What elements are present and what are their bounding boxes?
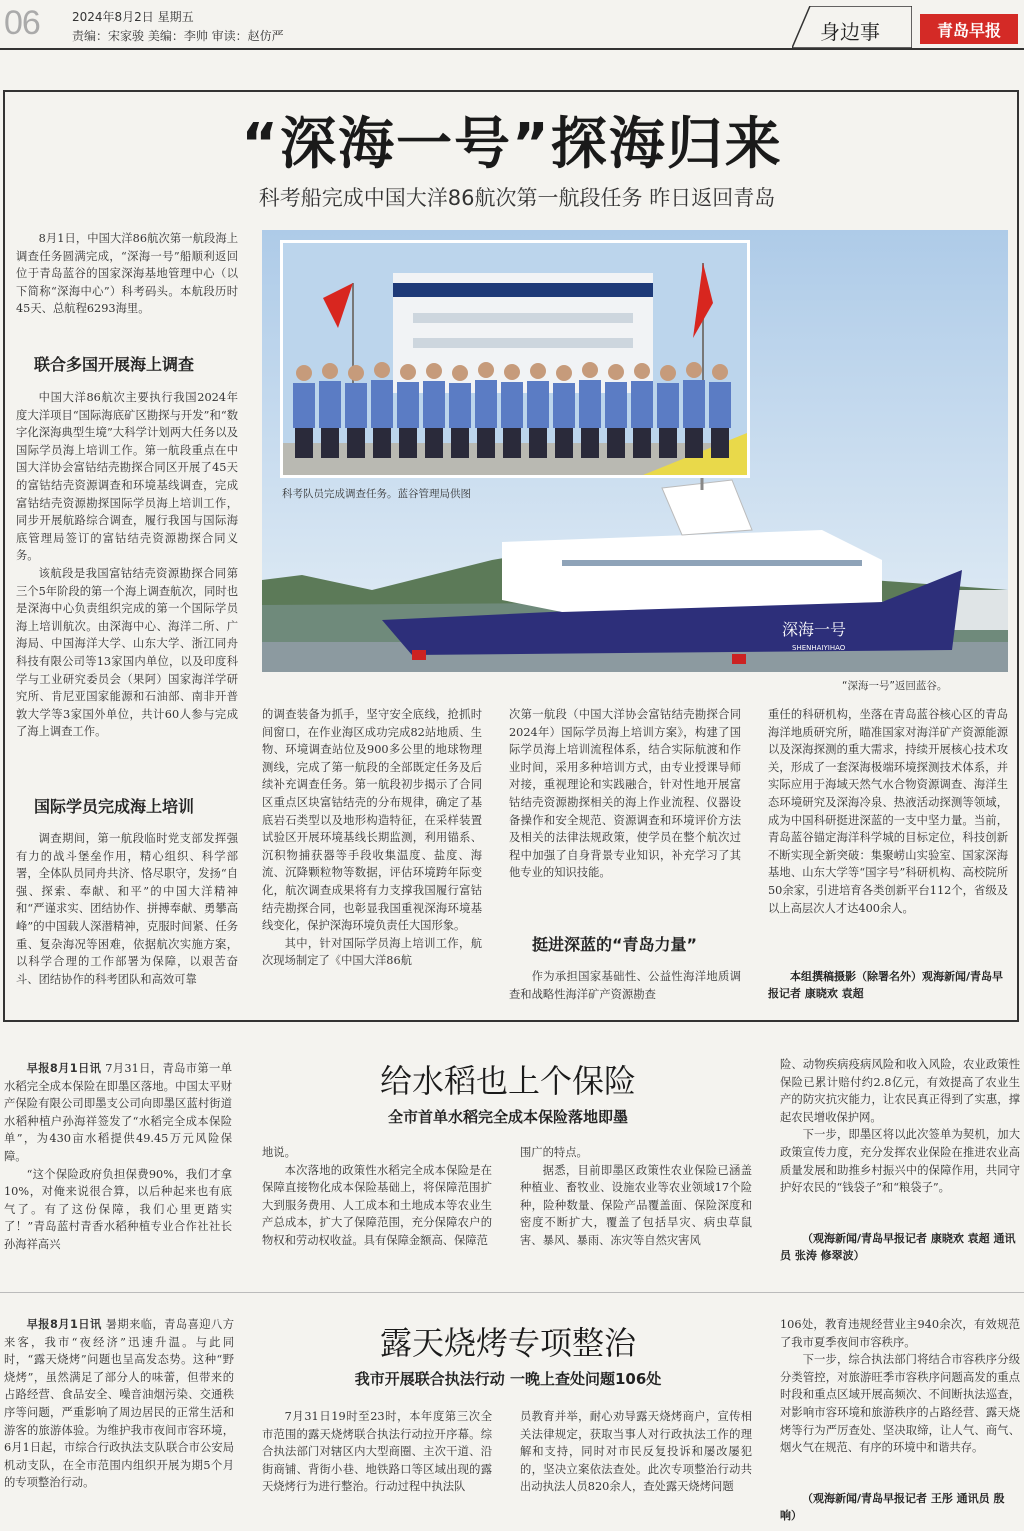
feature-column-1b	[16, 389, 238, 741]
team-photo-caption: 科考队员完成调查任务。蓝谷管理局供图	[282, 488, 471, 500]
story2-lead: 暑期来临，青岛喜迎八方来客，我市“夜经济”迅速升温。与此同时，“露天烧烤”问题也呈高发态势。这种“野烧烤”，虽然满足了部分人的味蕾，但带来的占路经营、食品安全、噪音油烟污染、交通秩序等问题，严重影响了周边居民的正常生活和游客的旅游体验。为维护我市夜间市容环境，6月1日起，市综合行政执法支队联合市公安局机动支队，在全市范围内组织开展为期5个月的专项整治行动。	[4, 1318, 234, 1490]
paragraph: 员教育并举，耐心劝导露天烧烤商户，宣传相关法律规定，获取当事人对行政执法工作的理解和支持，同时对市民反复投诉和屡改屡犯的，坚决立案依法查处。此次专项整治行动共出动执法人员820余人，查处露天烧烤问题	[520, 1410, 752, 1494]
paragraph: 作为承担国家基础性、公益性海洋地质调查和战略性海洋矿产资源勘查	[509, 970, 741, 1001]
story2-column-3	[520, 1408, 752, 1496]
story2-credit: （观海新闻/青岛早报记者 王彤 通讯员 殷响）	[780, 1492, 1005, 1522]
subhead-qingdao-power: 挺进深蓝的“青岛力量”	[532, 935, 698, 954]
paragraph: 7月31日19时至23时，本年度第三次全市范围的露天烧烤联合执法行动拉开序幕。综合执法部门对辖区内大型商圈、主次干道、沿街商铺、背街小巷、地铁路口等区域出现的露天烧烤行为进行整治。行动过程中执法队	[262, 1410, 492, 1494]
subhead-joint-survey: 联合多国开展海上调查	[34, 355, 195, 374]
story1-dateline: 早报8月1日讯	[26, 1062, 102, 1075]
paragraph: 下一步，即墨区将以此次签单为契机，加大政策宣传力度，充分发挥农业保险在推进农业高质量发展和助推乡村振兴中的保障作用，共同守护好农民的“钱袋子”和“粮袋子”。	[780, 1128, 1020, 1195]
paragraph: 地说。	[262, 1146, 296, 1159]
date-line: 2024年8月2日 星期五	[72, 10, 194, 24]
header-info	[72, 8, 284, 46]
paragraph: 本次落地的政策性水稻完全成本保险是在保障直接物化成本保险基础上，将保障范围扩大到服务费用、人工成本和土地成本等农业生产总成本，扩大了保障范围，充分保障农户的物权和劳动权收益。具有保障金额高、保障范	[262, 1163, 492, 1247]
story1-column-3	[520, 1144, 752, 1250]
feature-column-3	[509, 706, 741, 882]
paragraph: 下一步，综合执法部门将结合市容秩序分级分类管控，对旅游旺季市容秩序问题高发的重点时段和重点区域开展高频次、不间断执法巡查，对影响市容环境和旅游秩序的占路经营、露天烧烤等行为严厉查处、坚决取缔，让人气、商气、烟火气在规范、有序的环境中和谐共存。	[780, 1353, 1020, 1455]
story1-credit: （观海新闻/青岛早报记者 康晓欢 袁超 通讯员 张涛 修翠波）	[780, 1232, 1016, 1262]
paragraph: “这个保险政府负担保费90%，我们才拿10%，对俺来说很合算，以后种起来也有底气了。有了这份保障，我们心里更踏实了！”青岛蓝村青香水稻种植专业合作社社长孙海祥高兴	[4, 1167, 232, 1251]
feature-credit: 本组撰稿摄影（除署名外）观海新闻/青岛早报记者 康晓欢 袁超	[768, 970, 1004, 1000]
feature-column-2	[262, 706, 482, 970]
paper-logo: 青岛早报	[920, 14, 1018, 44]
ship-photo-caption: “深海一号”返回蓝谷。	[842, 680, 948, 692]
paragraph: 据悉，目前即墨区政策性农业保险已涵盖种植业、畜牧业、设施农业等农业领域17个险种，险种数量、保险产品覆盖面、保险深度和密度不断扩大，覆盖了包括旱灾、病虫草鼠害、暴风、暴雨、冻灾等自然灾害风	[520, 1163, 752, 1247]
story2-headline: 露天烧烤专项整治	[379, 1324, 636, 1362]
story2-column-4	[780, 1316, 1020, 1457]
section-label: 身边事	[820, 20, 880, 44]
paragraph: 的调查装备为抓手，坚守安全底线，抢抓时间窗口，在作业海区成功完成82站地质、生物、环境调查站位及900多公里的地球物理测线，完成了第一航段的全部既定任务及后续补充调查任务。第一航段初步揭示了合同区重点区块富钴结壳的分布规律，确定了基底岩石类型以及地形构造特征，在采样装置试验区开展环境基线长期监测，利用锚系、沉积物捕获器等手段收集温度、盐度、海流、沉降颗粒物等数据，评估环境跨年际变化，航次调查成果将有力支撑我国履行富钴结壳勘探合同，也彰显我国重视深海环境基线变化，保护深海环境负责任大国形象。	[262, 708, 482, 933]
header-rule	[0, 48, 1024, 50]
main-headline: “深海一号”探海归来	[241, 112, 783, 177]
paragraph: 险、动物疾病疫病风险和收入风险，农业政策性保险已累计赔付约2.8亿元，有效提高了农业生产的防灾抗灾能力，让农民真正得到了实惠，撑起农民增收保护网。	[780, 1058, 1020, 1124]
paragraph: 该航段是我国富钴结壳资源勘探合同第三个5年阶段的第一个海上调查航次，同时也是深海中心负责组织完成的第一个国际学员海上培训航次。由深海中心、海洋二所、广海局、中国海洋大学、山东大学、浙江同舟科技有限公司等13家国内单位，以及印度科学与工业研究委员会（果阿）国家海洋学研究所、肯尼亚国家能源和石油部、南非开普敦大学等3家国外单位，共计60人参与完成了海上调查工作。	[16, 566, 238, 739]
editors-line: 责编：宋家骏 美编：李帅 审读：赵仿严	[72, 29, 284, 43]
story1-column-2	[262, 1144, 492, 1250]
feature-column-3b	[509, 968, 741, 1003]
story1-subheadline: 全市首单水稻完全成本保险落地即墨	[387, 1108, 628, 1126]
story1-column-1	[4, 1060, 232, 1254]
feature-column-1	[16, 230, 238, 318]
page-number: 06	[4, 4, 40, 42]
story2-column-2	[262, 1408, 492, 1496]
paragraph: 重任的科研机构，坐落在青岛蓝谷核心区的青岛海洋地质研究所，瞄准国家对海洋矿产资源能源以及深海探测的重大需求，持续开展核心技术攻关，形成了一套深海极端环境探测技术体系，并实际应用于海域天然气水合物资源调查、海洋生态环境研究及深海冷泉、热液活动探测等领域，成为中国科研挺进深蓝的一支中坚力量。当前，青岛蓝谷锚定海洋科学城的目标定位，科技创新不断实现全新突破：集聚崂山实验室、国家深海基地、山东大学等“国字号”科研机构、高校院所50余家，引进培育各类创新平台112个，省级及以上高层次人才达400余人。	[768, 708, 1008, 915]
story1-headline: 给水稻也上个保险	[379, 1062, 636, 1100]
main-subheadline: 科考船完成中国大洋86航次第一航段任务 昨日返回青岛	[258, 186, 776, 210]
story1-column-4	[780, 1056, 1020, 1197]
story2-subheadline: 我市开展联合执法行动 一晚上查处问题106处	[354, 1370, 662, 1388]
paragraph: 其中，针对国际学员海上培训工作，航次现场制定了《中国大洋86航	[262, 936, 482, 968]
feature-intro: 8月1日，中国大洋86航次第一航段海上调查任务圆满完成，“深海一号”船顺利返回位于青岛蓝谷的国家深海基地管理中心（以下简称“深海中心”）科考码头。本航段历时45天、总航程6293海里。	[16, 232, 238, 316]
team-illustration	[283, 243, 747, 475]
story2-dateline: 早报8月1日讯	[26, 1318, 102, 1331]
feature-column-4	[768, 706, 1008, 917]
paragraph: 106处，教育违规经营业主940余次，有效规范了我市夏季夜间市容秩序。	[780, 1318, 1020, 1349]
ship-hull-name: 深海一号	[782, 620, 847, 639]
story-separator	[0, 1292, 1024, 1293]
paragraph: 中国大洋86航次主要执行我国2024年度大洋项目“国际海底矿区勘探与开发”和“数字化深海典型生境”大科学计划两大任务以及国际学员海上培训工作。第一航段重点在中国大洋协会富钴结壳勘探合同区开展了45天的富钴结壳资源调查和环境基线调查，完成富钴结壳资源勘探国际学员海上培训工作，同步开展航路综合调查，履行我国与国际海底管理局签订的富钴结壳资源勘探合同义务。	[16, 391, 238, 563]
story1-lead: 7月31日，青岛市第一单水稻完全成本保险在即墨区落地。中国太平财产保险有限公司即墨支公司向即墨区蓝村街道水稻种植户孙海祥签发了“水稻完全成本保险单”，为430亩水稻提供49.45万元风险保障。	[4, 1062, 232, 1163]
ship-hull-pinyin: SHENHAIYIHAO	[792, 644, 846, 652]
paragraph: 围广的特点。	[520, 1146, 588, 1159]
paragraph: 次第一航段（中国大洋协会富钴结壳勘探合同2024年）国际学员海上培训方案》，构建了国际学员海上培训流程体系，结合实际航渡和作业时间，采用多种培训方式，由专业授课导师对接，重视理论和实践融合，针对性地开展富钴结壳资源勘探相关的海上作业流程、仪器设备操作和安全规范、资源调查和环境评价方法及相关的法律法规政策，使学员在整个航次过程中加强了自身背景专业知识，补充学习了其他专业的知识技能。	[509, 708, 741, 880]
story2-column-1	[4, 1316, 234, 1492]
team-photo	[280, 240, 750, 478]
subhead-international-training: 国际学员完成海上培训	[34, 797, 195, 816]
paragraph: 调查期间，第一航段临时党支部发挥强有力的战斗堡垒作用，精心组织、科学部署，全体队员同舟共济、恪尽职守，发扬“自强、探索、奉献、和平”的中国大洋精神和“严谨求实、团结协作、拼搏奉献、勇攀高峰”的中国载人深潜精神，克服时间紧、任务重、复杂海况等困难，依据航次实施方案，以科学合理的工作部署为保障，以艰苦奋斗、团结协作的科考团队和高效可靠	[16, 832, 238, 986]
feature-column-1c	[16, 830, 238, 988]
